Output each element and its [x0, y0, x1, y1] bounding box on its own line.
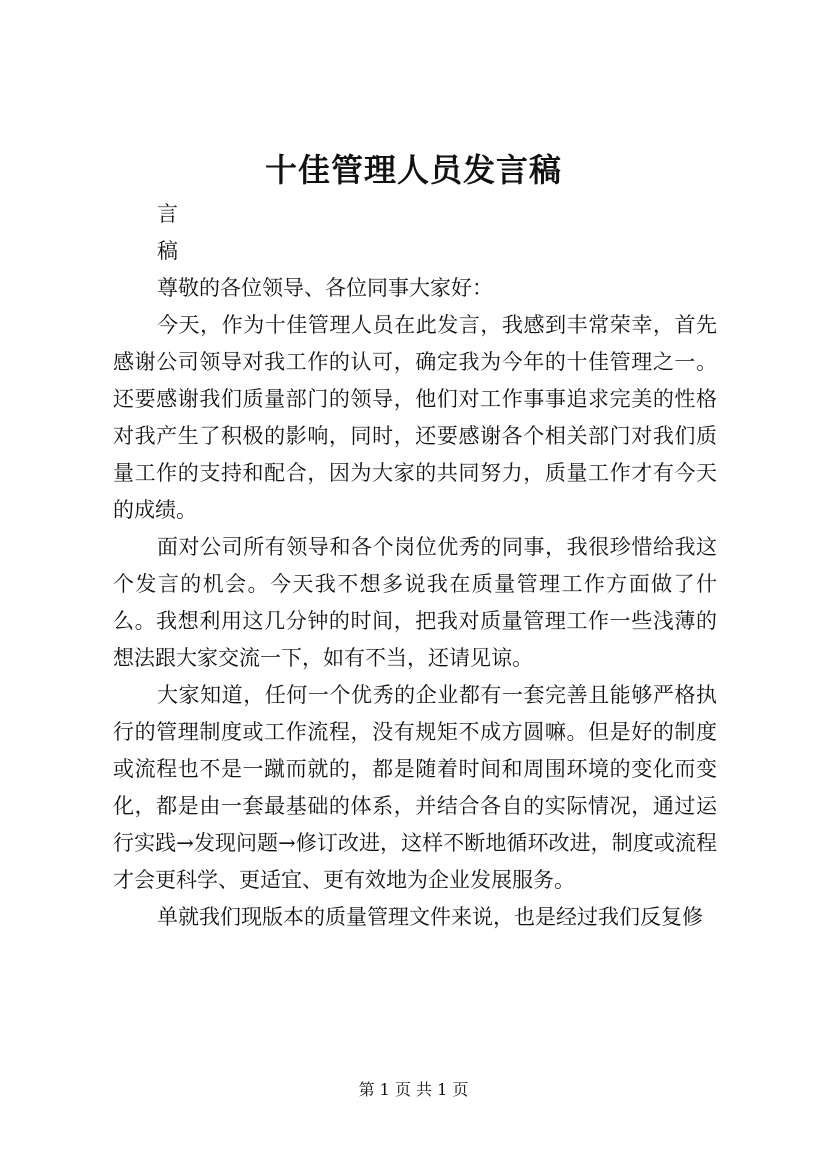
body-line-2: 稿	[157, 239, 178, 263]
paragraph-1: 今天，作为十佳管理人员在此发言，我感到丰常荣幸，首先感谢公司领导对我工作的认可，确定我为今年的十佳管理之一。还要感谢我们质量部门的领导，他们对工作事事追求完美的性格对我产生了积极的影响，同时，还要感谢各个相关部门对我们质量工作的支持和配合，因为大家的共同努力，质量工作才有今天的成绩。	[113, 313, 717, 522]
document-title: 十佳管理人员发言稿	[264, 151, 562, 189]
paragraph-4: 单就我们现版本的质量管理文件来说，也是经过我们反复修	[157, 905, 703, 929]
greeting: 尊敬的各位领导、各位同事大家好：	[157, 276, 493, 300]
paragraph-2: 面对公司所有领导和各个岗位优秀的同事，我很珍惜给我这个发言的机会。今天我不想多说我在质量管理工作方面做了什么。我想利用这几分钟的时间，把我对质量管理工作一些浅薄的想法跟大家交流一下，如有不当，还请见谅。	[113, 535, 717, 670]
paragraph-3: 大家知道，任何一个优秀的企业都有一套完善且能够严格执行的管理制度或工作流程，没有规矩不成方圆嘛。但是好的制度或流程也不是一蹴而就的，都是随着时间和周围环境的变化而变化，都是由一套最基础的体系，并结合各自的实际情况，通过运行实践→发现问题→修订改进，这样不断地循环改进，制度或流程才会更科学、更适宜、更有效地为企业发展服务。	[113, 683, 717, 892]
document-body	[113, 196, 717, 936]
body-line-1: 言	[157, 202, 178, 226]
page-number-footer: 第 1 页 共 1 页	[358, 1080, 469, 1099]
